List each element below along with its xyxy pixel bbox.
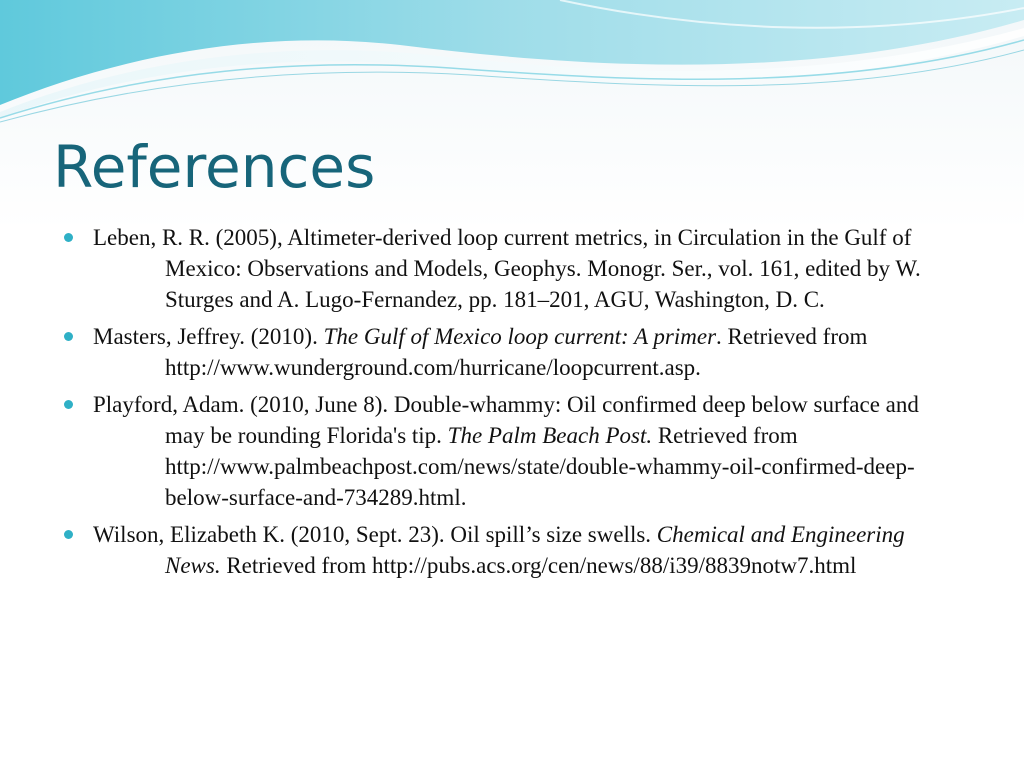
bullet-icon <box>64 400 73 409</box>
reference-text: Playford, Adam. (2010, June 8). Double-whammy: Oil confirmed deep below surface and may be rounding Florida's tip. <box>93 392 919 448</box>
bullet-icon <box>64 530 73 539</box>
bullet-icon <box>64 332 73 341</box>
reference-title-italic: The Palm Beach Post. <box>447 423 653 448</box>
reference-title-italic: Chemical and Engineering News. <box>165 522 905 578</box>
reference-text: Retrieved from http://pubs.acs.org/cen/news/88/i39/8839notw7.html <box>220 553 857 578</box>
reference-title-italic: The Gulf of Mexico loop current: A primer <box>323 324 717 349</box>
reference-text: Leben, R. R. (2005), Altimeter-derived loop current metrics, in Circulation in the Gulf of Mexico: Observations and Models, Geophys. Monogr. Ser., vol. 161, edited by W. Sturges and A. Lugo-Fernandez, pp. 181–201, AGU, Washington, D. C. <box>93 225 921 312</box>
bullet-icon <box>64 233 73 242</box>
reference-text: Wilson, Elizabeth K. (2010, Sept. 23). Oil spill’s size swells. <box>93 522 657 547</box>
reference-item <box>60 222 960 315</box>
reference-item <box>60 519 960 581</box>
reference-item <box>60 389 960 513</box>
header-wave-decoration <box>0 0 1024 130</box>
slide-title: References <box>53 133 376 201</box>
reference-list <box>60 222 960 587</box>
reference-text: Masters, Jeffrey. (2010). <box>93 324 324 349</box>
reference-item <box>60 321 960 383</box>
reference-text: . Retrieved from http://www.wunderground.com/hurricane/loopcurrent.asp. <box>165 324 868 380</box>
reference-text: Retrieved from http://www.palmbeachpost.com/news/state/double-whammy-oil-confirmed-deep-below-surface-and-734289.html. <box>165 423 915 510</box>
